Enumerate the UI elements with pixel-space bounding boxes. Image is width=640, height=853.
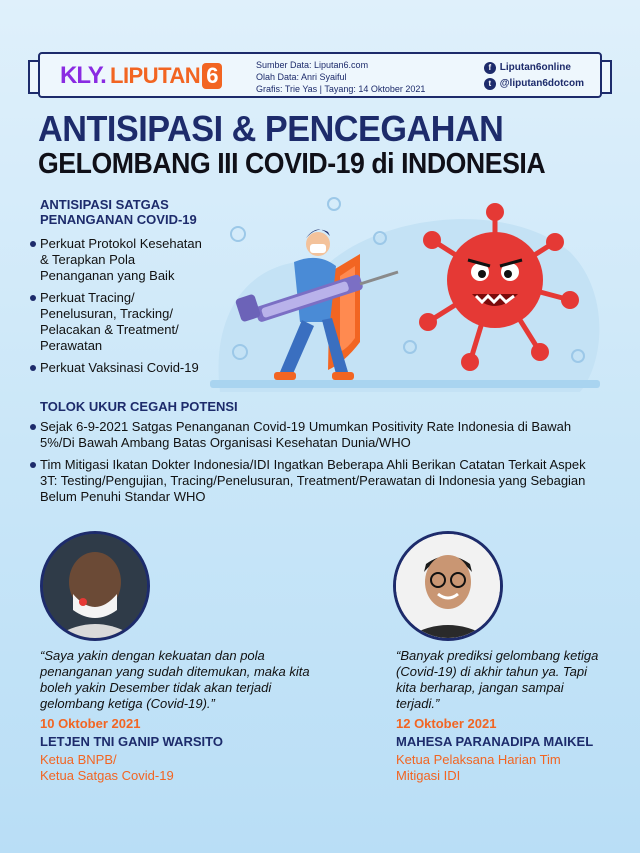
twitter-link[interactable] xyxy=(484,76,584,92)
doctor-mask xyxy=(310,244,326,253)
facebook-icon: f xyxy=(484,62,496,74)
section1-heading xyxy=(40,197,197,227)
list-item: Perkuat Tracing/ Penelusuran, Tracking/ Pelacakan & Treatment/ Perawatan xyxy=(30,290,212,354)
quote-role-1-line1: Ketua BNPB/ xyxy=(40,752,117,767)
quote-role-1 xyxy=(40,752,174,784)
avatar-mahesa-paranadipa xyxy=(393,531,503,641)
quote-date-2: 12 Oktober 2021 xyxy=(396,716,497,731)
quote-role-2-line2: Mitigasi IDI xyxy=(396,768,461,783)
section2-heading: TOLOK UKUR CEGAH POTENSI xyxy=(40,399,238,414)
section1-heading-line2: PENANGANAN COVID-19 xyxy=(40,212,197,227)
facebook-link[interactable] xyxy=(484,60,584,76)
quote-text-2: “Banyak prediksi gelombang ketiga (Covid-19) di akhir tahun ya. Tapi kita berharap, jangan sampai terjadi.” xyxy=(396,648,599,711)
credit-graphic: Grafis: Trie Yas | Tayang: 14 Oktober 2021 xyxy=(256,84,426,94)
list-item: Tim Mitigasi Ikatan Dokter Indonesia/IDI Ingatkan Beberapa Ahli Berikan Catatan Terkait Aspek 3T: Testing/Pengujian, Tracing/Penelusuran, Treatment/Perawatan di Indonesia yang Sebagian Belum Penuhi Standar WHO xyxy=(30,457,590,505)
quote-role-2-line1: Ketua Pelaksana Harian Tim xyxy=(396,752,561,767)
portrait-ganip-warsito xyxy=(43,534,147,638)
liputan6-logo-six: 6 xyxy=(202,63,222,89)
credits xyxy=(256,59,425,95)
section2-list xyxy=(30,419,590,511)
list-item: Perkuat Protokol Kesehatan & Terapkan Pola Penanganan yang Baik xyxy=(30,236,212,284)
facebook-handle: Liputan6online xyxy=(499,62,571,73)
credit-source: Sumber Data: Liputan6.com xyxy=(256,60,369,70)
quote-text-1: “Saya yakin dengan kekuatan dan pola penanganan yang sudah ditemukan, maka kita boleh yakin Desember tidak akan terjadi gelombang ketiga (Covid-19).” xyxy=(40,648,310,711)
liputan6-logo xyxy=(110,63,222,89)
twitter-icon: t xyxy=(484,78,496,90)
quote-role-2 xyxy=(396,752,561,784)
list-item: Sejak 6-9-2021 Satgas Penanganan Covid-19 Umumkan Positivity Rate Indonesia di Bawah 5%/Di Bawah Ambang Batas Organisasi Kesehatan Dunia/WHO xyxy=(30,419,590,451)
social-links xyxy=(484,60,584,92)
section1-heading-line1: ANTISIPASI SATGAS xyxy=(40,197,169,212)
liputan6-logo-text: LIPUTAN xyxy=(110,63,201,88)
sub-title: GELOMBANG III COVID-19 di INDONESIA xyxy=(38,148,546,180)
section1-list xyxy=(30,236,212,382)
quote-date-1: 10 Oktober 2021 xyxy=(40,716,141,731)
ground-line xyxy=(210,380,600,388)
avatar-ganip-warsito xyxy=(40,531,150,641)
main-title: ANTISIPASI & PENCEGAHAN xyxy=(38,108,504,149)
list-item: Perkuat Vaksinasi Covid-19 xyxy=(30,360,212,376)
header-banner xyxy=(38,52,602,98)
portrait-mahesa-paranadipa xyxy=(396,534,500,638)
kly-logo: KLY. xyxy=(60,62,106,89)
quote-name-2: MAHESA PARANADIPA MAIKEL xyxy=(396,734,594,749)
doctor-vs-virus-illustration xyxy=(210,192,610,400)
quote-name-1: LETJEN TNI GANIP WARSITO xyxy=(40,734,223,749)
quote-role-1-line2: Ketua Satgas Covid-19 xyxy=(40,768,174,783)
credit-data: Olah Data: Anri Syaiful xyxy=(256,72,347,82)
twitter-handle: @liputan6dotcom xyxy=(499,78,584,89)
